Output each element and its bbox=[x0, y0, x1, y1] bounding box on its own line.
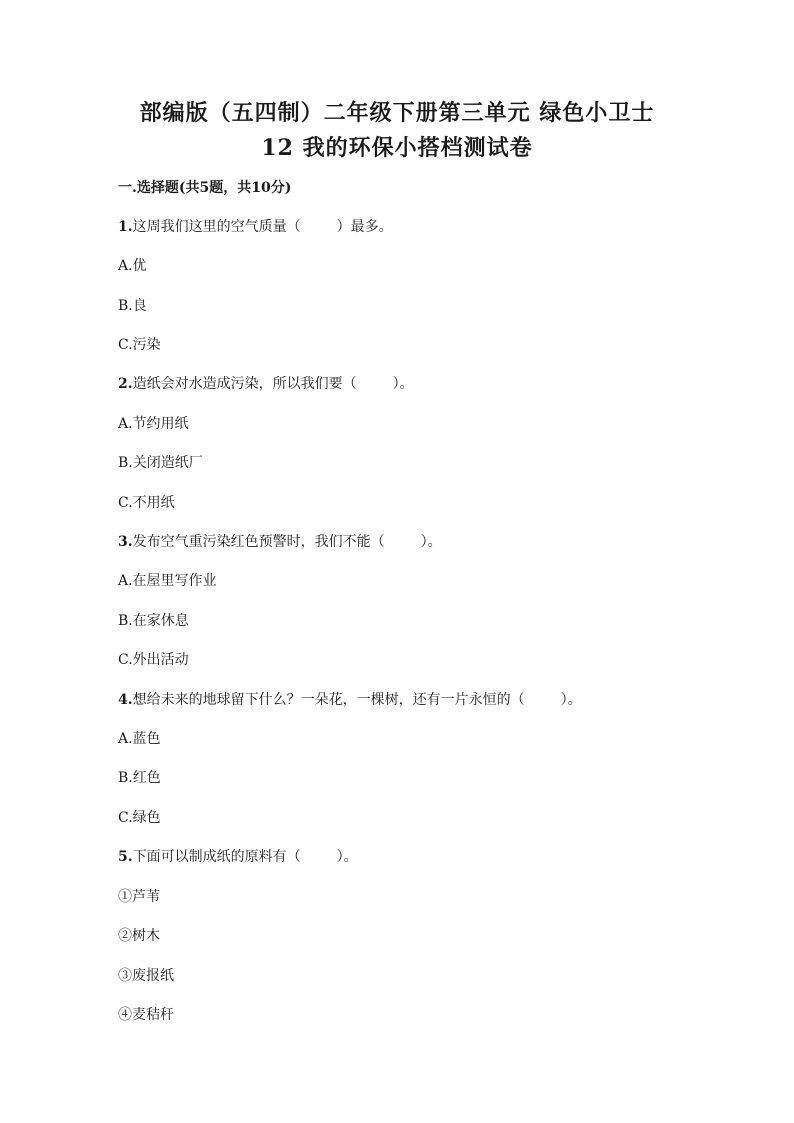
exam-title-line-2: 12 我的环保小搭档测试卷 bbox=[261, 135, 533, 161]
question-number: 2. bbox=[118, 376, 133, 392]
option-2c: C.不用纸 bbox=[118, 495, 175, 511]
question-2 bbox=[118, 374, 414, 394]
question-number: 5. bbox=[118, 849, 133, 865]
question-number: 4. bbox=[118, 692, 133, 708]
exam-title-line-1: 部编版（五四制）二年级下册第三单元 绿色小卫士 bbox=[139, 100, 655, 126]
option-1a: A.优 bbox=[118, 258, 147, 274]
option-4a: A.蓝色 bbox=[118, 731, 161, 747]
question-number: 3. bbox=[118, 534, 133, 550]
question-stem: 这周我们这里的空气质量（ bbox=[132, 219, 301, 235]
question-number: 1. bbox=[118, 219, 133, 235]
question-stem: 想给未来的地球留下什么？一朵花，一棵树，还有一片永恒的（ bbox=[132, 692, 525, 708]
option-2b: B.关闭造纸厂 bbox=[118, 455, 203, 471]
question-stem-end: ）。 bbox=[336, 849, 358, 865]
option-5-3: ③废报纸 bbox=[118, 968, 174, 984]
option-3b: B.在家休息 bbox=[118, 613, 189, 629]
option-5-2: ②树木 bbox=[118, 928, 160, 944]
question-stem-end: ）。 bbox=[420, 534, 442, 550]
question-1 bbox=[118, 217, 393, 237]
option-1c: C.污染 bbox=[118, 337, 161, 353]
option-3c: C.外出活动 bbox=[118, 652, 189, 668]
question-stem: 发布空气重污染红色预警时，我们不能（ bbox=[132, 534, 385, 550]
question-stem-end: ）最多。 bbox=[336, 219, 393, 235]
option-4b: B.红色 bbox=[118, 770, 161, 786]
option-4c: C.绿色 bbox=[118, 810, 161, 826]
question-3 bbox=[118, 532, 442, 552]
question-5 bbox=[118, 847, 358, 867]
option-3a: A.在屋里写作业 bbox=[118, 573, 217, 589]
question-stem: 下面可以制成纸的原料有（ bbox=[132, 849, 301, 865]
option-5-4: ④麦秸秆 bbox=[118, 1007, 174, 1023]
question-stem-end: ）。 bbox=[560, 692, 582, 708]
option-5-1: ①芦苇 bbox=[118, 889, 160, 905]
section-heading: 一.选择题(共5题，共10分) bbox=[118, 180, 292, 196]
question-stem: 造纸会对水造成污染，所以我们要（ bbox=[132, 376, 357, 392]
option-2a: A.节约用纸 bbox=[118, 416, 189, 432]
option-1b: B.良 bbox=[118, 298, 147, 314]
question-4 bbox=[118, 690, 582, 710]
question-stem-end: ）。 bbox=[392, 376, 414, 392]
